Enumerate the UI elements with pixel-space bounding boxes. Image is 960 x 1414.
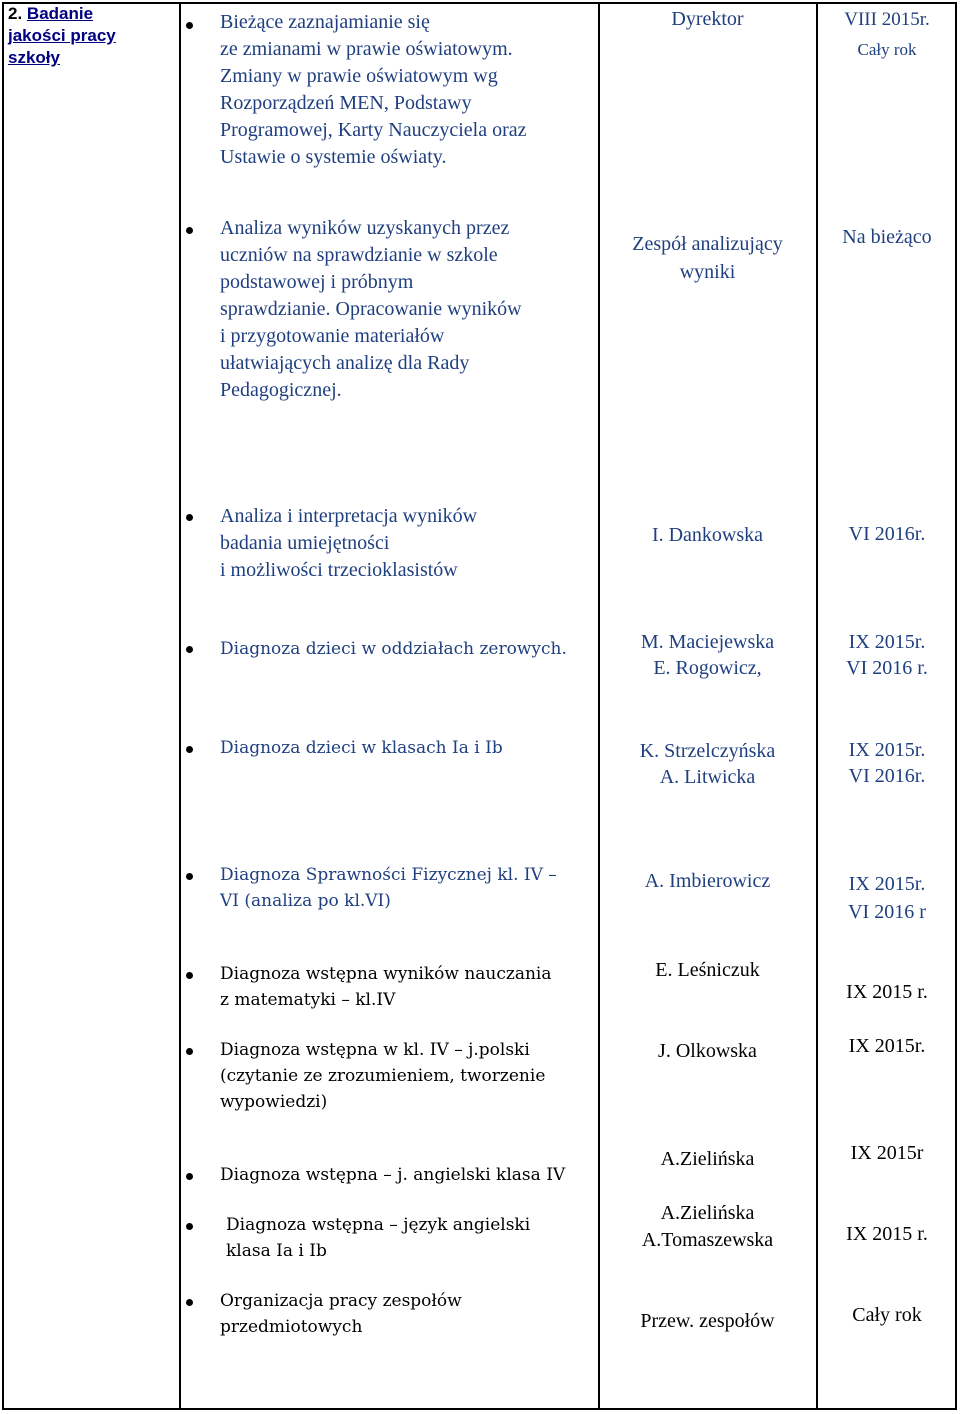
term-cell (818, 521, 956, 547)
term-cell (818, 737, 956, 789)
responsible-cell (600, 868, 815, 894)
responsible-line: J. Olkowska (658, 1040, 757, 1062)
responsible-line: A.Zielińska (660, 1202, 755, 1224)
task-text-line: z matematyki – kl.IV (220, 990, 396, 1010)
task-text-line: Programowej, Karty Nauczyciela oraz (220, 119, 527, 141)
bullet-icon (186, 746, 193, 753)
term-line: Cały rok (852, 1304, 922, 1326)
responsible-cell (600, 1200, 815, 1254)
term-line: IX 2015r. (848, 739, 926, 761)
responsible-line: K. Strzelczyńska (639, 740, 776, 762)
term-cell (818, 979, 956, 1005)
bullet-icon (186, 227, 193, 234)
task-text-line: VI (analiza po kl.VI) (220, 891, 391, 911)
term-line: VI 2016 r. (846, 657, 928, 679)
responsible-cell (600, 230, 815, 286)
term-line: IX 2015r. (848, 1035, 926, 1057)
task-text-line: uczniów na sprawdzianie w szkole (220, 244, 498, 266)
column-divider (598, 4, 600, 1408)
term-line: VI 2016r. (848, 523, 926, 545)
area-title-line: szkoły (8, 48, 60, 67)
plan-table (2, 2, 957, 1410)
bullet-icon (186, 646, 193, 653)
responsible-cell (600, 1146, 815, 1172)
task-text-line: Bieżące zaznajamianie się (220, 11, 430, 33)
bullet-icon (186, 1223, 193, 1230)
responsible-line: A.Tomaszewska (641, 1229, 774, 1251)
task-text-line: Analiza wyników uzyskanych przez (220, 217, 510, 239)
area-title-line: jakości pracy (8, 26, 116, 45)
task-text-line: Diagnoza wstępna – język angielski (226, 1215, 531, 1235)
task-text-line: Pedagogicznej. (220, 379, 342, 401)
responsible-cell (600, 738, 815, 790)
responsible-line: E. Rogowicz, (653, 657, 762, 679)
task-text-line: podstawowej i próbnym (220, 271, 414, 293)
task-text-line: (czytanie ze zrozumieniem, tworzenie (220, 1066, 546, 1086)
term-line: IX 2015r. (848, 873, 926, 895)
task-text-line: badania umiejętności (220, 532, 390, 554)
task-text-line: Ustawie o systemie oświaty. (220, 146, 447, 168)
term-cell (818, 1033, 956, 1059)
bullet-icon (186, 1173, 193, 1180)
column-divider (816, 4, 818, 1408)
responsible-cell (600, 957, 815, 983)
term-line: VI 2016r. (848, 765, 926, 787)
task-text-line: Diagnoza dzieci w oddziałach zerowych. (220, 639, 567, 659)
term-line: IX 2015 r. (846, 1223, 928, 1245)
task-text-line: Zmiany w prawie oświatowym wg (220, 65, 498, 87)
responsible-line: A.Zielińska (660, 1148, 755, 1170)
bullet-icon (186, 22, 193, 29)
term-cell (818, 870, 956, 926)
term-line: Na bieżąco (842, 226, 932, 248)
responsible-cell (600, 1038, 815, 1064)
term-cell (818, 1140, 956, 1166)
task-text-line: wypowiedzi) (220, 1092, 328, 1112)
task-text-line: ze zmianami w prawie oświatowym. (220, 38, 513, 60)
task-text-line: Rozporządzeń MEN, Podstawy (220, 92, 472, 114)
column-divider (179, 4, 181, 1408)
task-text-line: Diagnoza wstępna – j. angielski klasa IV (220, 1165, 566, 1185)
term-line: VIII 2015r. (844, 9, 930, 30)
task-text-line: przedmiotowych (220, 1317, 363, 1337)
bullet-icon (186, 972, 193, 979)
bullet-icon (186, 1299, 193, 1306)
term-line: VI 2016 r (848, 901, 926, 923)
responsible-line: Przew. zespołów (640, 1310, 775, 1332)
responsible-cell (600, 629, 815, 681)
responsible-line: A. Litwicka (659, 766, 756, 788)
area-title (8, 3, 176, 69)
term-line: IX 2015r. (848, 631, 926, 653)
responsible-line: wyniki (679, 261, 736, 283)
task-text-line: Diagnoza wstępna w kl. IV – j.polski (220, 1040, 530, 1060)
term-cell (818, 1221, 956, 1247)
task-text-line: Diagnoza Sprawności Fizycznej kl. IV – (220, 865, 557, 885)
area-number: 2. (8, 4, 23, 23)
responsible-line: A. Imbierowicz (644, 870, 771, 892)
responsible-line: E. Leśniczuk (655, 959, 760, 981)
term-cell (818, 629, 956, 681)
responsible-line: I. Dankowska (651, 524, 764, 546)
responsible-line: M. Maciejewska (640, 631, 775, 653)
term-line: IX 2015r (850, 1142, 924, 1164)
responsible-cell (600, 1308, 815, 1334)
task-text-line: klasa Ia i Ib (226, 1241, 327, 1261)
task-text-line: ułatwiających analizę dla Rady (220, 352, 470, 374)
term-cell (818, 224, 956, 250)
task-text-line: Diagnoza dzieci w klasach Ia i Ib (220, 738, 503, 758)
term-line: IX 2015 r. (846, 981, 928, 1003)
task-text-line: Diagnoza wstępna wyników nauczania (220, 964, 552, 984)
task-text-line: sprawdzianie. Opracowanie wyników (220, 298, 522, 320)
term-cell (818, 7, 956, 63)
bullet-icon (186, 1048, 193, 1055)
task-text-line: i przygotowanie materiałów (220, 325, 445, 347)
responsible-line: Zespół analizujący (632, 233, 783, 255)
task-text-line: Organizacja pracy zespołów (220, 1291, 462, 1311)
responsible-cell (600, 8, 815, 30)
task-text-line: i możliwości trzecioklasistów (220, 559, 458, 581)
responsible-line: Dyrektor (671, 8, 744, 30)
area-title-line: Badanie (26, 4, 94, 23)
term-cell (818, 1302, 956, 1328)
responsible-cell (600, 522, 815, 548)
task-text-line: Analiza i interpretacja wyników (220, 505, 478, 527)
term-line: Cały rok (857, 40, 917, 59)
bullet-icon (186, 514, 193, 521)
bullet-icon (186, 873, 193, 880)
